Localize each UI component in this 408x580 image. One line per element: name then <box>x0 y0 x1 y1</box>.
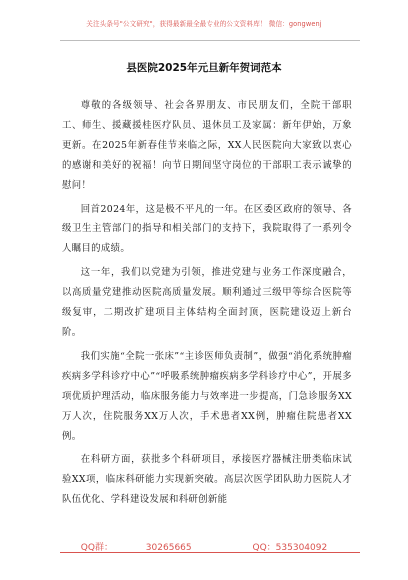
footer-qq: QQ：535304092 <box>252 543 328 553</box>
header-notice: 关注头条号"公文研究"，获得最新最全最专业的公文资料库！ 微信：gongwenj <box>86 20 322 28</box>
paragraph: 我们实施“全院一张床”“主诊医师负责制”，做强“消化系统肿瘤疾病多学科诊疗中心”“呼吸系统肿瘤疾病多学科诊疗中心”，开展多项优质护理活动，临床服务能力与效率进一步提高，门急诊服务XX万人次，住院服务XX万人次，手术患者XX例，肿瘤住院患者XX例。 <box>62 350 352 442</box>
paragraph: 这一年，我们以党建为引领，推进党建与业务工作深度融合，以高质量党建推动医院高质量发展。顺利通过三级甲等综合医院等级复审，二期改扩建项目主体结构全面封顶，医院建设迈上新台阶。 <box>62 267 352 338</box>
paragraph: 尊敬的各级领导、社会各界朋友、市民朋友们，全院干部职工、师生、援藏援桂医疗队员、退休员工及家属：新年伊始，万象更新。在2025年新春佳节来临之际，XX人民医院向大家致以衷心的感谢和美好的祝福！向节日期间坚守岗位的干部职工表示诚挚的慰问！ <box>62 100 352 191</box>
document-body <box>62 96 352 514</box>
footer-qq-group: QQ群： 30265665 <box>80 543 192 553</box>
page-title: 县医院2025年元旦新年贺词范本 <box>126 62 282 74</box>
header-divider <box>60 40 360 41</box>
footer-divider <box>60 552 360 553</box>
paragraph: 在科研方面，获批多个科研项目，承接医疗器械注册类临床试验XX项，临床科研能力实现新突破。高层次医学团队助力医院人才队伍优化、学科建设发展和科研创新能 <box>62 454 352 506</box>
paragraph: 回首2024年，这是极不平凡的一年。在区委区政府的领导、各级卫生主管部门的指导和相关部门的支持下，我院取得了一系列令人瞩目的成绩。 <box>62 203 352 255</box>
